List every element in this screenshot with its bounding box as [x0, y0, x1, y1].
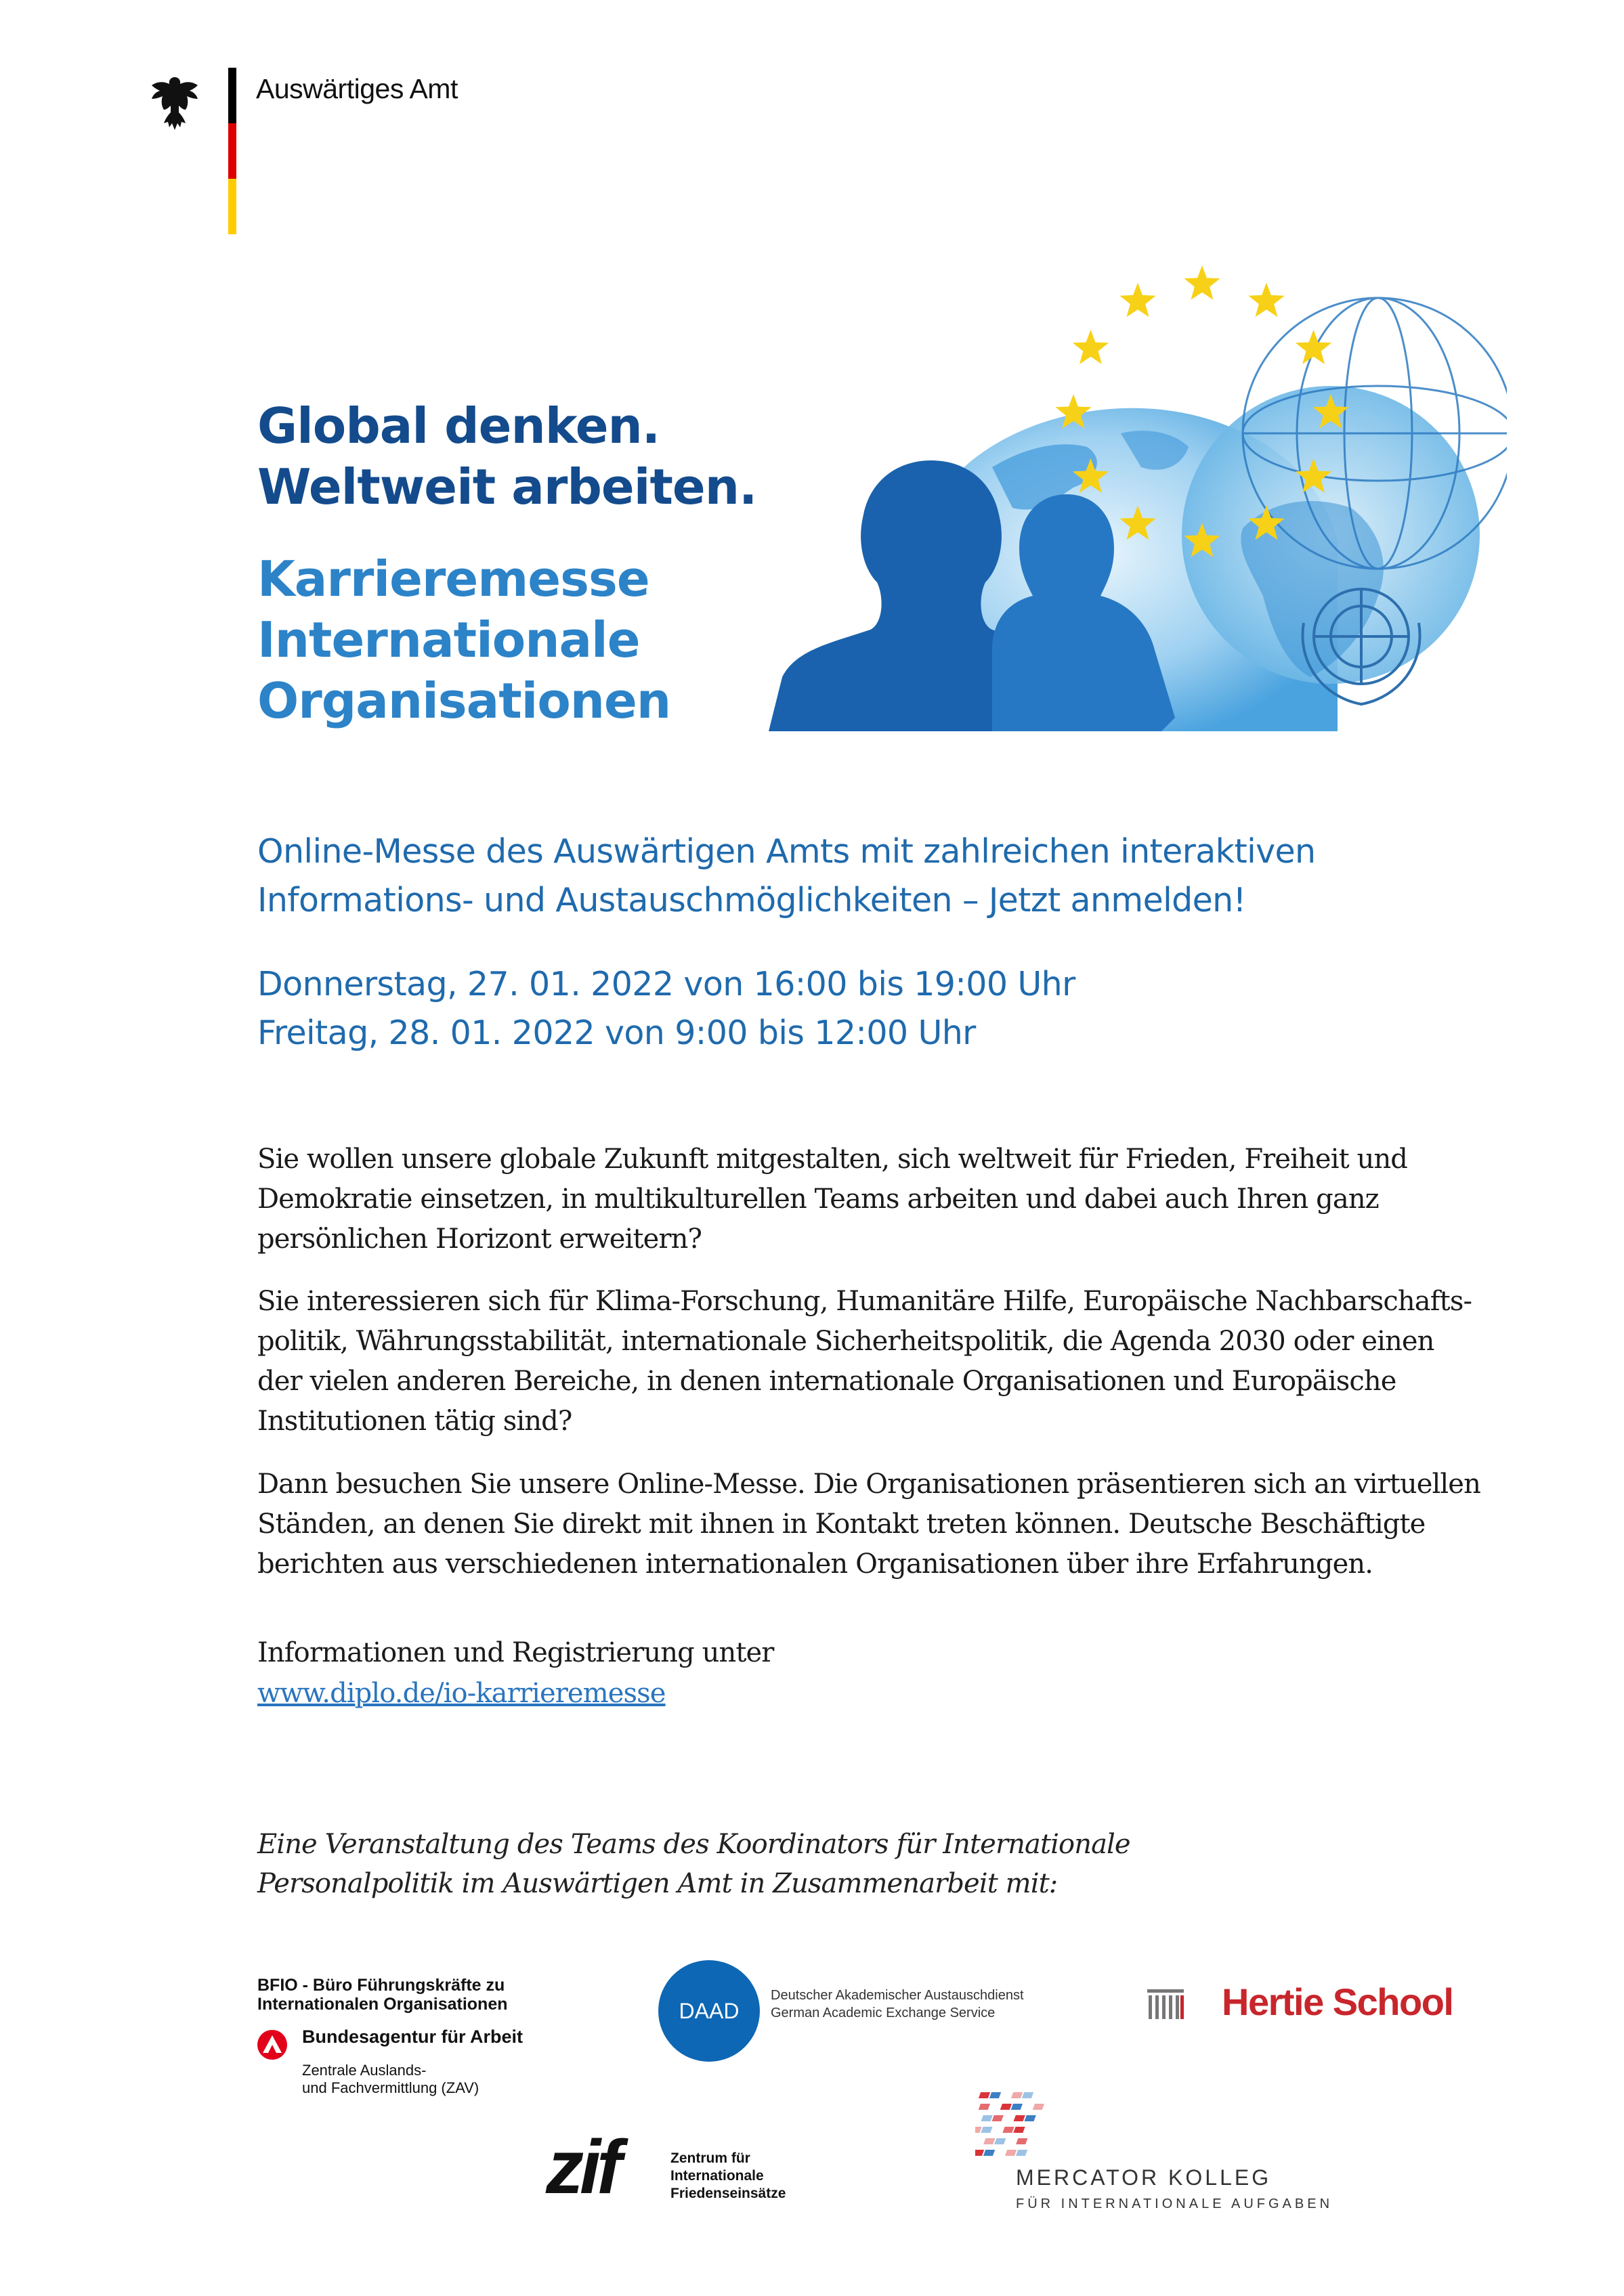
eu-star-icon	[1248, 283, 1284, 318]
daad-logo-text: DAAD	[679, 1999, 740, 2023]
zif-line-3: Friedenseinsätze	[670, 2186, 786, 2201]
mercator-line-2: FÜR INTERNATIONALE AUFGABEN	[1016, 2196, 1333, 2211]
mercator-tile	[1016, 2138, 1027, 2144]
organizer-line-1: Eine Veranstaltung des Teams des Koordinators für Internationale	[257, 1829, 1130, 1860]
paragraph-1	[257, 1140, 1531, 1259]
event-title-line-3: Organisationen	[257, 672, 671, 729]
mercator-tile	[1016, 2150, 1027, 2156]
ba-line-1: Zentrale Auslands-	[302, 2062, 427, 2079]
mercator-tile	[1002, 2127, 1014, 2133]
mercator-tile	[983, 2150, 995, 2156]
subtitle-line-1: Online-Messe des Auswärtigen Amts mit zahlreichen interaktiven	[257, 832, 1316, 871]
hertie-school-logo: Hertie School	[1222, 1980, 1453, 2023]
mercator-tile	[1005, 2150, 1017, 2156]
eu-star-icon	[1296, 330, 1331, 364]
subtitle-line-2: Informations- und Austauschmöglichkeiten – Jetzt anmelden!	[257, 881, 1246, 919]
registration-link[interactable]: www.diplo.de/io-karrieremesse	[257, 1678, 666, 1709]
mercator-tile	[1025, 2115, 1036, 2121]
mercator-tile	[989, 2092, 1001, 2098]
ministry-name: Auswärtiges Amt	[256, 73, 458, 104]
globe-people-illustration	[769, 244, 1507, 731]
eu-star-icon	[1119, 283, 1155, 318]
mercator-tile	[981, 2115, 993, 2121]
paragraph-line: persönlichen Horizont erweitern?	[257, 1223, 702, 1255]
bundesagentur-icon	[257, 2030, 287, 2060]
date-day-2: Freitag, 28. 01. 2022 von 9:00 bis 12:00 Uhr	[257, 1014, 976, 1052]
bfio-logo-line-2: Internationalen Organisationen	[257, 1995, 508, 2014]
mercator-tile	[992, 2115, 1004, 2121]
mercator-pattern-icon	[975, 2089, 1056, 2163]
event-title-line-2: Internationale	[257, 611, 640, 668]
paragraph-line: politik, Währungsstabilität, internationale Sicherheitspolitik, die Agenda 2030 oder einen	[257, 1326, 1434, 1357]
hertie-columns-icon	[1147, 1989, 1184, 2019]
mercator-tile	[1011, 2104, 1023, 2110]
ba-name: Bundesagentur für Arbeit	[302, 2027, 523, 2047]
bfio-logo-line-1: BFIO - Büro Führungskräfte zu	[257, 1976, 505, 1995]
mercator-tile	[1000, 2104, 1012, 2110]
paragraph-line: Ständen, an denen Sie direkt mit ihnen in Kontakt treten können. Deutsche Beschäftigte	[257, 1509, 1426, 1540]
mercator-tile	[979, 2104, 990, 2110]
zif-line-1: Zentrum für	[670, 2150, 750, 2166]
mercator-tile	[983, 2138, 995, 2144]
mercator-tile	[1011, 2092, 1023, 2098]
paragraph-line: der vielen anderen Bereiche, in denen internationale Organisationen und Europäische	[257, 1366, 1396, 1397]
eu-star-icon	[1184, 265, 1220, 300]
paragraph-line: Demokratie einsetzen, in multikulturellen Teams arbeiten und dabei auch Ihren ganz	[257, 1184, 1379, 1215]
event-title-line-1: Karrieremesse	[257, 550, 649, 607]
headline-line-2: Weltweit arbeiten.	[257, 458, 757, 515]
mercator-tile	[1022, 2092, 1033, 2098]
mercator-tile	[981, 2127, 992, 2133]
paragraph-line: Dann besuchen Sie unsere Online-Messe. Die Organisationen präsentieren sich an virtuellen	[257, 1469, 1480, 1500]
paragraph-line: Institutionen tätig sind?	[257, 1406, 572, 1437]
mercator-tile	[975, 2150, 984, 2156]
zif-logo: zif	[546, 2125, 618, 2209]
paragraph-2	[257, 1282, 1531, 1442]
daad-line-1: Deutscher Akademischer Austauschdienst	[771, 1988, 1024, 2003]
mercator-tile	[1033, 2104, 1044, 2110]
daad-line-2: German Academic Exchange Service	[771, 2006, 996, 2020]
federal-eagle-icon	[150, 74, 199, 133]
paragraph-3	[257, 1465, 1531, 1584]
mercator-tile	[1013, 2127, 1025, 2133]
paragraph-line: berichten aus verschiedenen internationalen Organisationen über ihre Erfahrungen.	[257, 1548, 1373, 1580]
mercator-line-1: MERCATOR KOLLEG	[1016, 2165, 1272, 2190]
paragraph-line: Sie interessieren sich für Klima-Forschung, Humanitäre Hilfe, Europäische Nachbarschafts-	[257, 1286, 1472, 1317]
ba-line-2: und Fachvermittlung (ZAV)	[302, 2079, 479, 2096]
flag-bar	[228, 68, 236, 234]
organizer-line-2: Personalpolitik im Auswärtigen Amt in Zusammenarbeit mit:	[257, 1868, 1058, 1899]
headline-line-1: Global denken.	[257, 397, 660, 454]
mercator-tile	[994, 2138, 1006, 2144]
date-day-1: Donnerstag, 27. 01. 2022 von 16:00 bis 19:00 Uhr	[257, 965, 1075, 1003]
eu-star-icon	[1073, 330, 1109, 364]
registration-info: Informationen und Registrierung unter	[257, 1637, 774, 1668]
mercator-tile	[1014, 2115, 1025, 2121]
zif-line-2: Internationale	[670, 2168, 764, 2184]
mercator-tile	[979, 2092, 990, 2098]
paragraph-line: Sie wollen unsere globale Zukunft mitgestalten, sich weltweit für Frieden, Freiheit und	[257, 1144, 1408, 1175]
mercator-tile	[975, 2127, 982, 2133]
